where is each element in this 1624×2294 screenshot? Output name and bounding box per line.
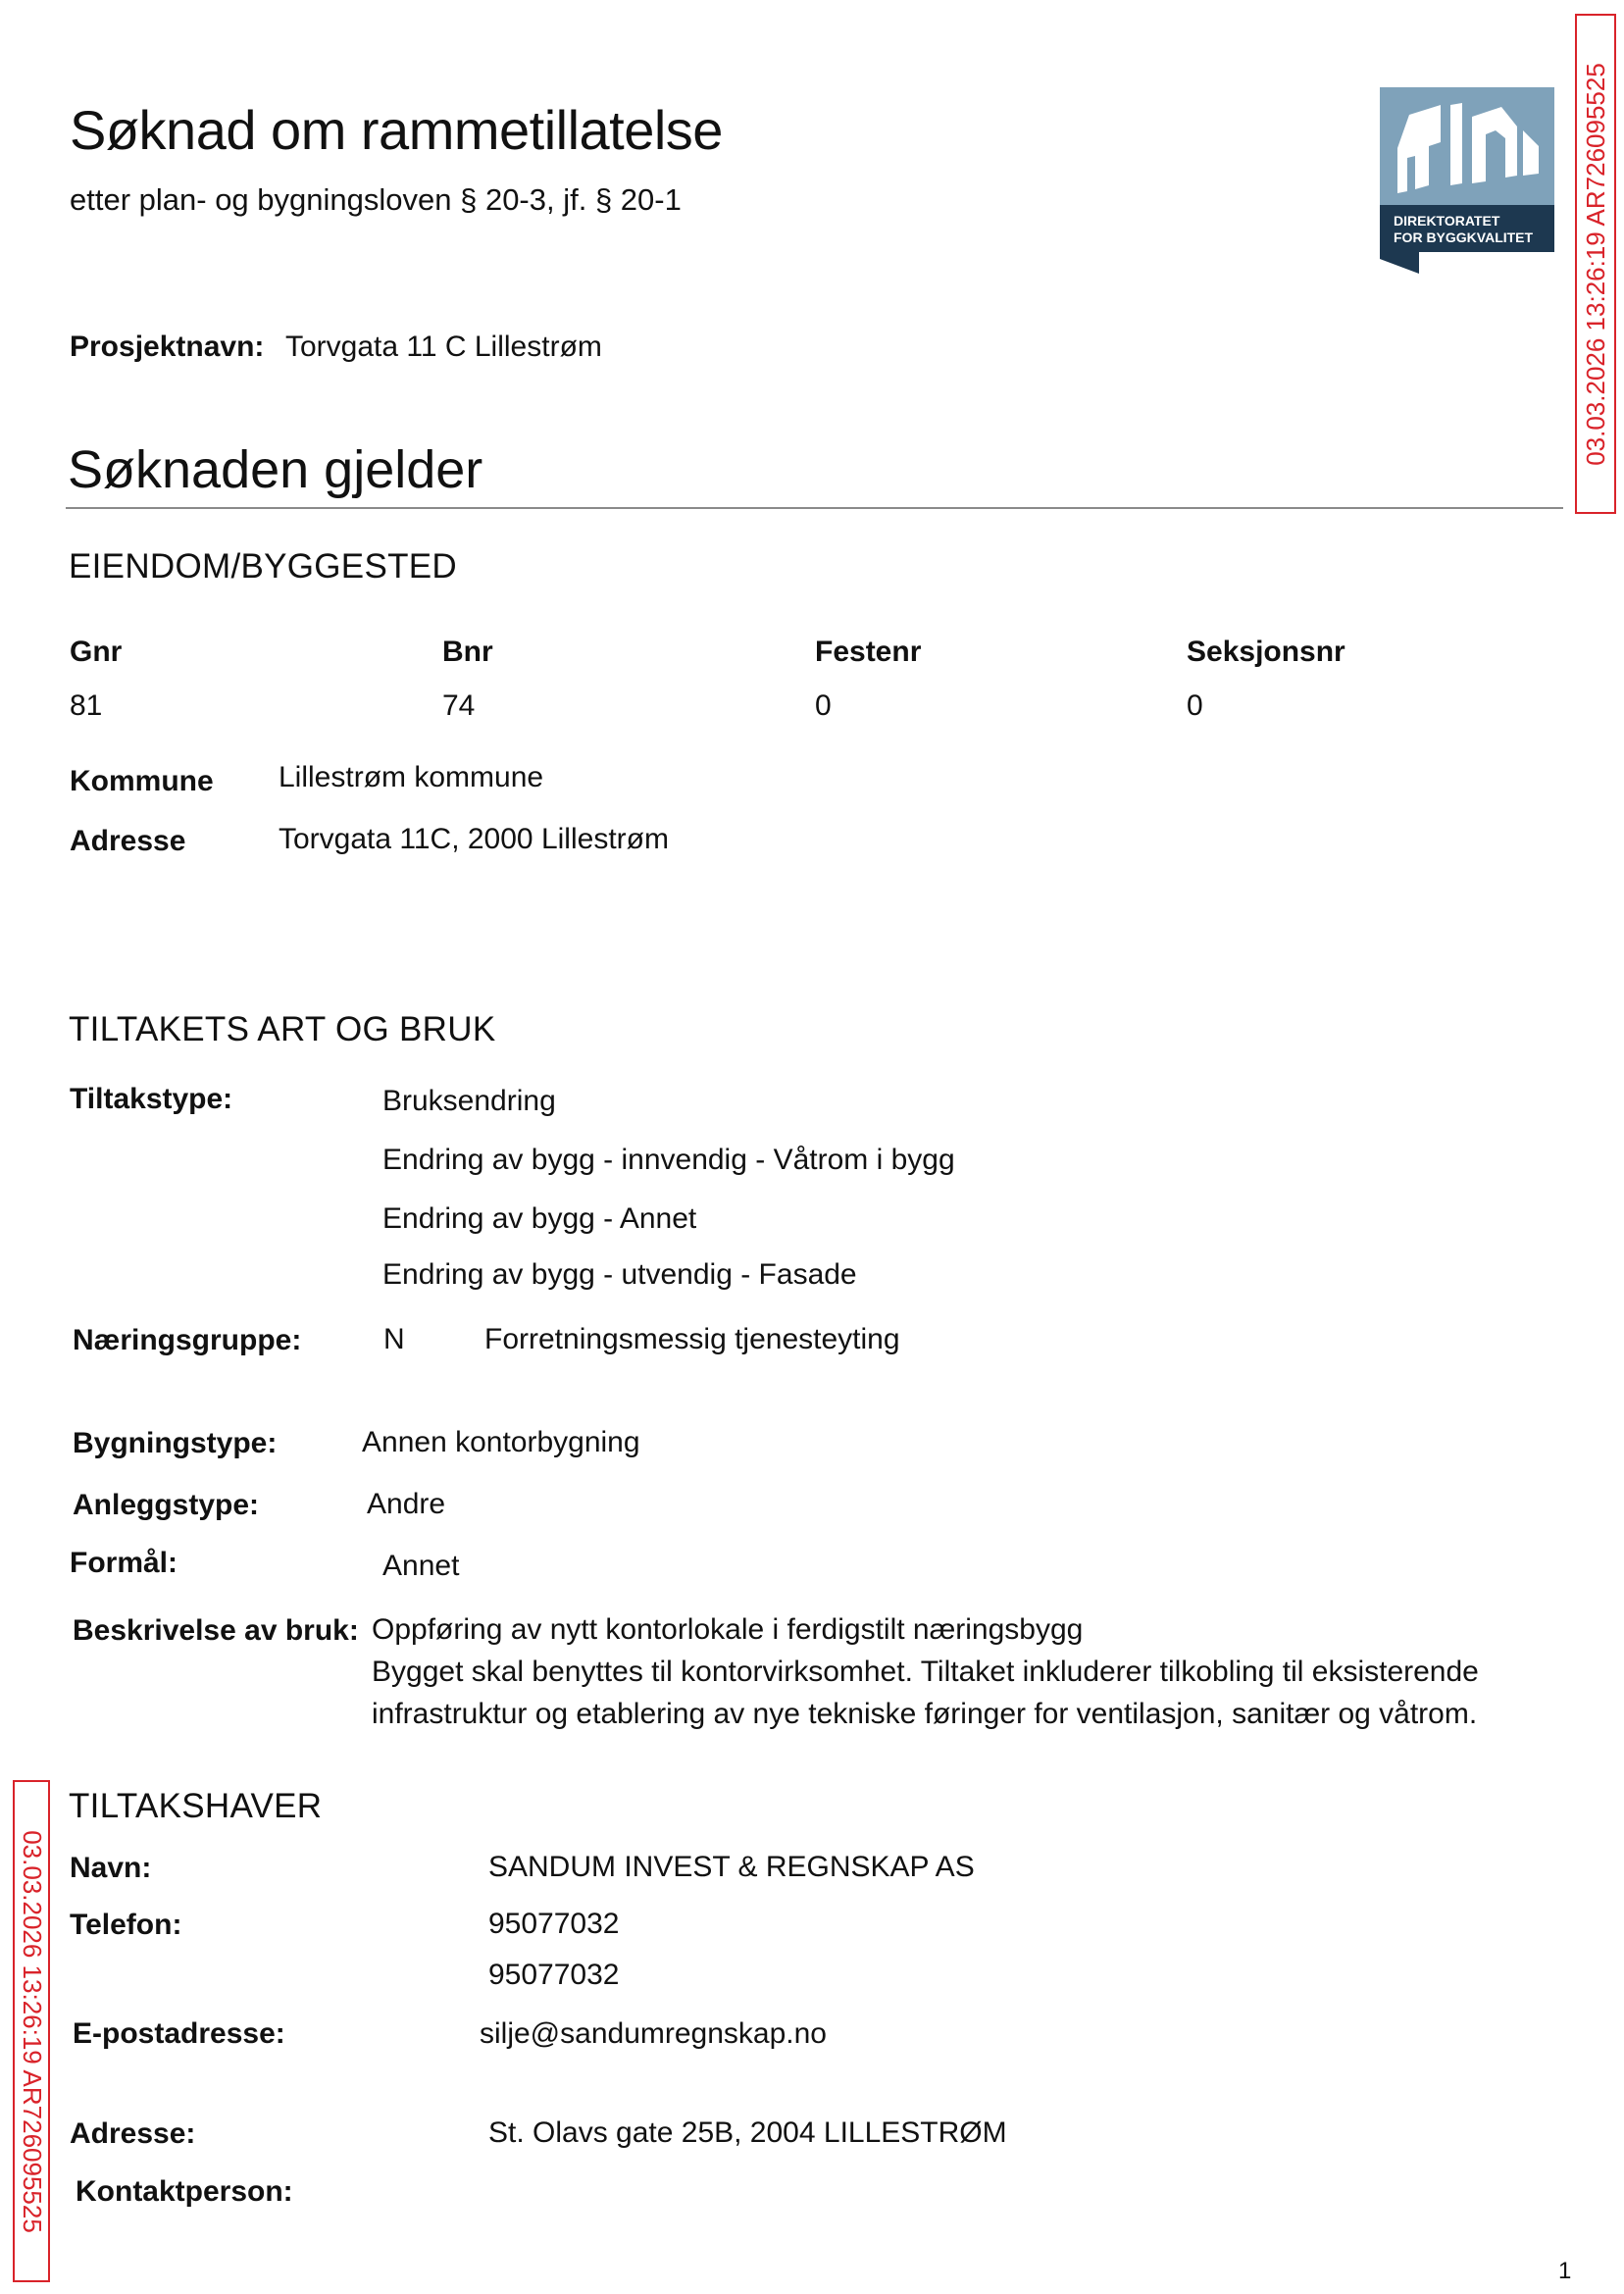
facility-type-label: Anleggstype:: [73, 1489, 260, 1521]
seksjonsnr-label: Seksjonsnr: [1187, 636, 1345, 668]
applicant-email-value: silje@sandumregnskap.no: [480, 2017, 827, 2050]
dibk-logo: [1380, 87, 1554, 274]
bnr-value: 74: [442, 689, 476, 722]
bnr-label: Bnr: [442, 636, 493, 668]
address-label: Adresse: [70, 825, 186, 857]
applicant-phone-label: Telefon:: [70, 1909, 182, 1941]
stamp-text: 03.03.2026 13:26:19 AR726095525: [17, 1829, 47, 2233]
page-title: Søknad om rammetillatelse: [70, 99, 723, 161]
facility-type-value: Andre: [367, 1488, 446, 1520]
measure-type-item: Bruksendring: [382, 1085, 556, 1117]
project-label: Prosjektnavn:: [70, 331, 265, 363]
applicant-heading: TILTAKSHAVER: [69, 1787, 323, 1825]
gnr-value: 81: [70, 689, 103, 722]
purpose-label: Formål:: [70, 1547, 178, 1579]
applicant-name-label: Navn:: [70, 1852, 152, 1884]
measure-type-item: Endring av bygg - innvendig - Våtrom i bygg: [382, 1144, 955, 1176]
festenr-value: 0: [815, 689, 832, 722]
property-heading: EIENDOM/BYGGESTED: [69, 547, 457, 586]
stamp-text: 03.03.2026 13:26:19 AR726095525: [1580, 62, 1610, 466]
seksjonsnr-value: 0: [1187, 689, 1203, 722]
applicant-contact-label: Kontaktperson:: [76, 2175, 293, 2208]
purpose-value: Annet: [382, 1550, 460, 1582]
description-line: Bygget skal benyttes til kontorvirksomhet. Tiltaket inkluderer tilkobling til eksisterende: [372, 1656, 1479, 1688]
section-heading: Søknaden gjelder: [68, 440, 483, 499]
measure-type-item: Endring av bygg - utvendig - Fasade: [382, 1258, 857, 1291]
industry-code: N: [383, 1323, 405, 1355]
municipality-value: Lillestrøm kommune: [279, 761, 544, 793]
timestamp-stamp-top: [1575, 14, 1616, 514]
applicant-phone-value: 95077032: [488, 1908, 620, 1940]
section-divider: [66, 507, 1563, 509]
applicant-phone-value: 95077032: [488, 1959, 620, 1991]
description-label: Beskrivelse av bruk:: [73, 1614, 359, 1647]
industry-name: Forretningsmessig tjenesteyting: [484, 1323, 900, 1355]
applicant-name-value: SANDUM INVEST & REGNSKAP AS: [488, 1851, 975, 1883]
measure-type-label: Tiltakstype:: [70, 1083, 233, 1115]
municipality-label: Kommune: [70, 765, 214, 797]
applicant-address-label: Adresse:: [70, 2117, 196, 2150]
building-type-label: Bygningstype:: [73, 1427, 278, 1459]
address-value: Torvgata 11C, 2000 Lillestrøm: [279, 823, 669, 855]
measure-heading: TILTAKETS ART OG BRUK: [69, 1010, 496, 1048]
gnr-label: Gnr: [70, 636, 123, 668]
description-text: [372, 1608, 1479, 1735]
applicant-email-label: E-postadresse:: [73, 2017, 285, 2050]
applicant-address-value: St. Olavs gate 25B, 2004 LILLESTRØM: [488, 2116, 1007, 2149]
page-number: 1: [1558, 2258, 1572, 2284]
description-line: Oppføring av nytt kontorlokale i ferdigstilt næringsbygg: [372, 1613, 1084, 1646]
page-subtitle: etter plan- og bygningsloven § 20-3, jf. § 20-1: [70, 182, 682, 217]
timestamp-stamp-bottom: [13, 1780, 50, 2282]
building-type-value: Annen kontorbygning: [362, 1426, 640, 1458]
project-value: Torvgata 11 C Lillestrøm: [285, 331, 602, 363]
festenr-label: Festenr: [815, 636, 922, 668]
description-line: infrastruktur og etablering av nye tekniske føringer for ventilasjon, sanitær og våtrom.: [372, 1698, 1478, 1730]
measure-type-item: Endring av bygg - Annet: [382, 1202, 697, 1235]
logo-text-line2: FOR BYGGKVALITET: [1394, 229, 1534, 245]
dibk-logo-mark: [1380, 87, 1554, 274]
industry-label: Næringsgruppe:: [73, 1324, 302, 1356]
logo-text-line1: DIREKTORATET: [1394, 213, 1500, 229]
